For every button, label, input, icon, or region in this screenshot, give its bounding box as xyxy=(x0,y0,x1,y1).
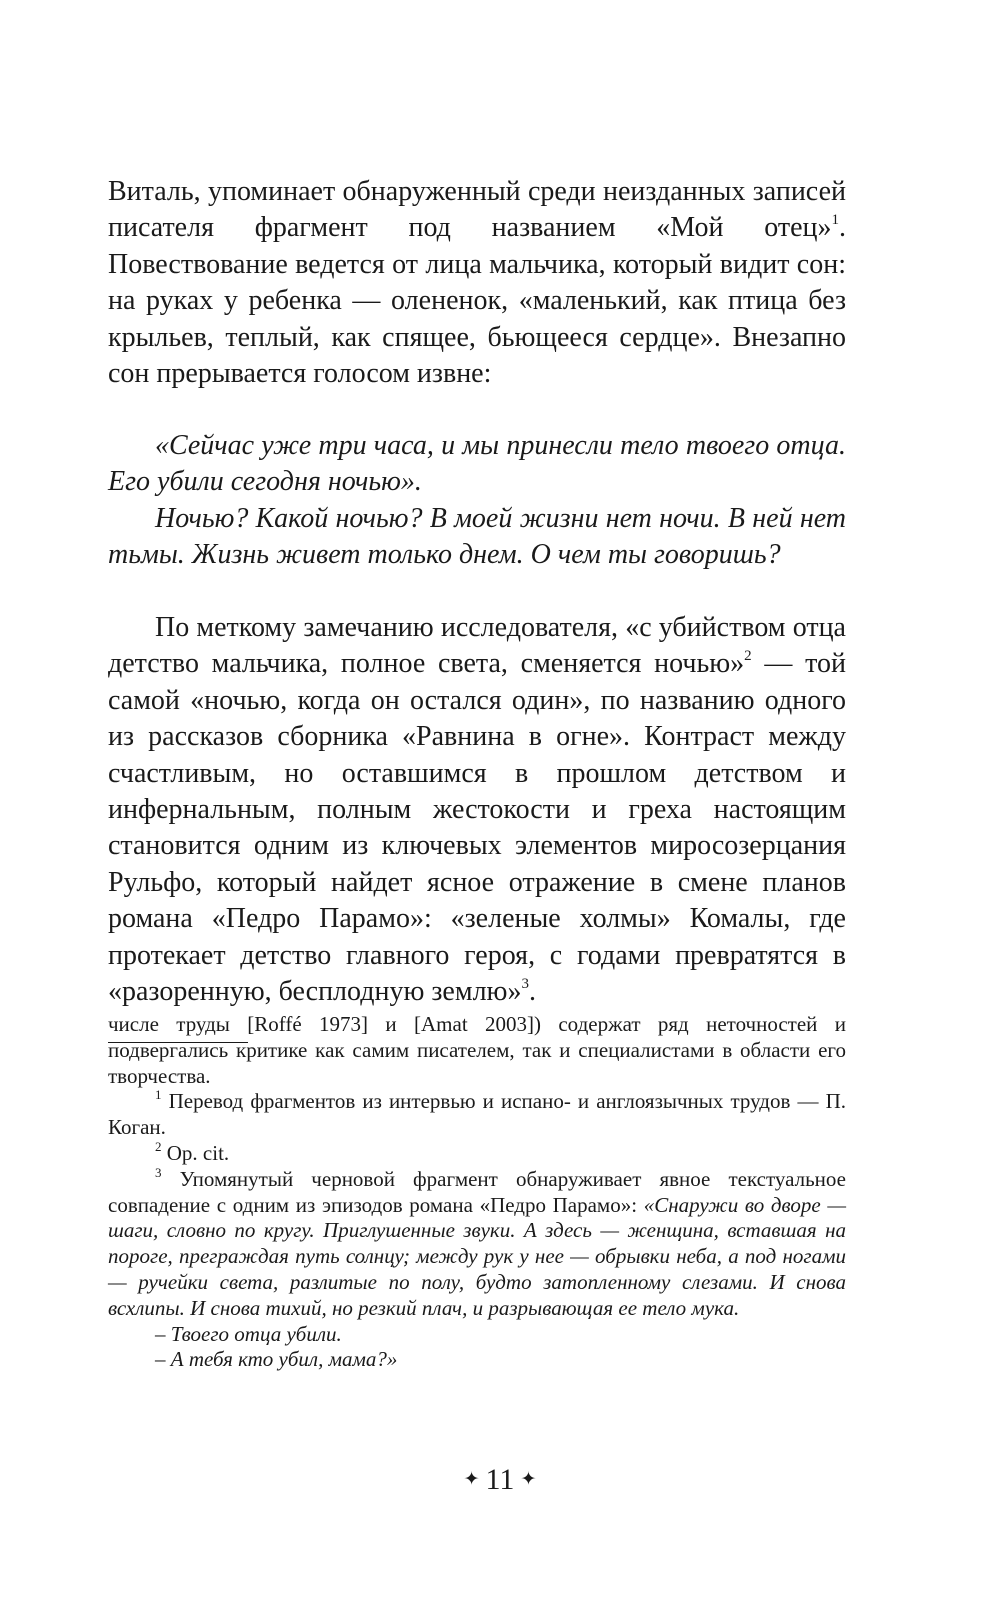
footnote-1-mark: 1 xyxy=(155,1087,162,1103)
footnote-3 xyxy=(108,1164,847,1322)
footnote-1 xyxy=(108,1089,846,1141)
footnote-continuation: числе труды [Roffé 1973] и [Amat 2003]) содержат ряд неточностей и подвергались критике как самим писателем, так и специалистами в области его творчества. xyxy=(108,1012,846,1088)
footnote-3-text: Упомянутый черновой фрагмент обнаруживает явное текстуальное совпадение с одним из эпизодов романа «Педро Парамо»: xyxy=(108,1166,846,1217)
paragraph-1 xyxy=(108,174,846,392)
footnote-1-text: Перевод фрагментов из интервью и испано- и англоязычных трудов — П. Коган. xyxy=(108,1089,846,1140)
dialog-1-dash: – xyxy=(155,1321,166,1346)
footnote-2 xyxy=(108,1138,846,1167)
footnotes xyxy=(108,1012,846,1373)
paragraph-2 xyxy=(108,610,846,1010)
dialog-1-text: Твоего отца убили. xyxy=(165,1321,342,1346)
ornament-star-right-icon: ✦ xyxy=(520,1469,537,1490)
page-number-value: 11 xyxy=(485,1463,515,1496)
footnote-3-mark: 3 xyxy=(155,1164,162,1180)
paragraph-1-text-b: . Повествование ведется от лица мальчика, который видит сон: на руках у ребенка — олененок, «маленький, как птица без крыльев, теплый, как спящее, бьющееся сердце». Внезапно сон прерывается голосом извне: xyxy=(108,212,846,390)
footnote-2-text: Op. cit. xyxy=(161,1140,230,1165)
footnote-ref-3: 3 xyxy=(521,975,529,992)
quote-line-1: «Сейчас уже три часа, и мы принесли тело твоего отца. Его убили сегодня ночью». xyxy=(108,430,846,498)
paragraph-2-text-c: . xyxy=(528,976,536,1008)
paragraph-2-text-a: По меткому замечанию исследователя, «с убийством отца детство мальчика, полное света, сменяется ночью» xyxy=(108,612,846,680)
dialog-2-dash: – xyxy=(155,1347,166,1372)
dialog-2-text: А тебя кто убил, мама?» xyxy=(165,1347,398,1372)
paragraph-1-text-a: Виталь, упоминает обнаруженный среди неизданных записей писателя фрагмент под названием «Мой отец» xyxy=(108,176,846,244)
footnote-3-dialog-2 xyxy=(108,1347,846,1373)
paragraph-2-text-b: — той самой «ночью, когда он остался один», по названию одного из рассказов сборника «Равнина в огне». Контраст между счастливым, но оставшимся в прошлом детством и инфернальным, полным жестокости и греха настоящим становится одним из ключевых элементов миросозерцания Рульфо, который найдет ясное отражение в смене планов романа «Педро Парамо»: «зеленые холмы» Комалы, где протекает детство главного героя, с годами превратятся в «разоренную, бесплодную землю» xyxy=(108,648,847,1008)
quote-line-2: Ночью? Какой ночью? В моей жизни нет ночи. В ней нет тьмы. Жизнь живет только днем. О чем ты говоришь? xyxy=(108,503,846,571)
page-number xyxy=(0,1462,1000,1502)
footnote-2-mark: 2 xyxy=(155,1138,162,1154)
ornament-star-left-icon: ✦ xyxy=(463,1469,480,1490)
footnote-3-quote: «Снаружи во дворе — шаги, словно по кругу. Приглушенные звуки. А здесь — женщина, вставшая на пороге, преграждая путь солнцу; между рук у нее — обрывки неба, а под ногами — ручейки света, разлитые по полу, будто затопленному слезами. И снова всхлипы. И снова тихий, но резкий плач, и разрывающая ее тело мука. xyxy=(108,1192,847,1320)
footnote-ref-2: 2 xyxy=(744,648,752,665)
footnote-3-dialog-1 xyxy=(108,1322,846,1348)
footnote-ref-1: 1 xyxy=(831,212,839,229)
